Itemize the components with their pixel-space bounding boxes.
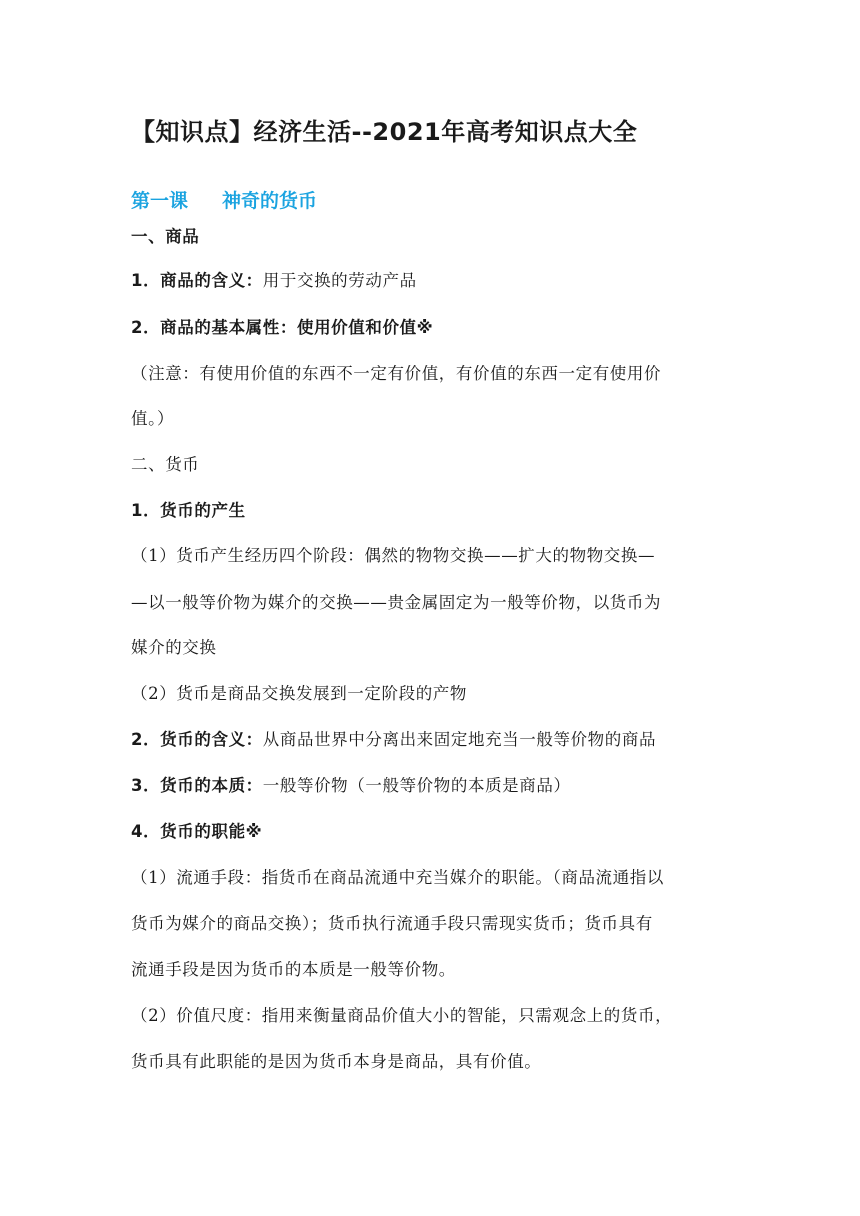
paragraph-line: 4．货币的职能※ [131,822,263,841]
lesson-name: 神奇的货币 [222,190,318,212]
paragraph-line: （1）货币产生经历四个阶段：偶然的物物交换——扩大的物物交换— [131,546,656,565]
paragraph-line: 2．货币的含义：从商品世界中分离出来固定地充当一般等价物的商品 [131,730,657,749]
paragraph-line: （2）货币是商品交换发展到一定阶段的产物 [131,684,467,703]
paragraph-line: 1．货币的产生 [131,501,246,520]
paragraph-line: （2）价值尺度：指用来衡量商品价值大小的智能，只需观念上的货币， [131,1006,673,1025]
paragraph-line: 1．商品的含义：用于交换的劳动产品 [131,271,417,290]
lesson-number: 第一课 [131,190,189,212]
paragraph-line: 货币具有此职能的是因为货币本身是商品，具有价值。 [131,1052,542,1071]
section-heading-money: 二、货币 [131,455,200,474]
paragraph-line: 流通手段是因为货币的本质是一般等价物。 [131,960,456,979]
paragraph-line: 货币为媒介的商品交换）；货币执行流通手段只需现实货币；货币具有 [131,914,653,933]
document-title: 【知识点】经济生活--2021年高考知识点大全 [131,118,638,146]
section-heading-commodity: 一、商品 [131,227,200,246]
paragraph-line: （1）流通手段：指货币在商品流通中充当媒介的职能。（商品流通指以 [131,868,664,887]
paragraph-line: （注意：有使用价值的东西不一定有价值，有价值的东西一定有使用价 [131,364,662,383]
paragraph-line: 2．商品的基本属性：使用价值和价值※ [131,318,434,337]
paragraph-line: 值。） [131,409,175,428]
paragraph-line: 3．货币的本质：一般等价物（一般等价物的本质是商品） [131,776,571,795]
lesson-heading [131,186,317,213]
paragraph-line: 媒介的交换 [131,638,217,657]
paragraph-line: —以一般等价物为媒介的交换——贵金属固定为一般等价物，以货币为 [131,593,662,612]
